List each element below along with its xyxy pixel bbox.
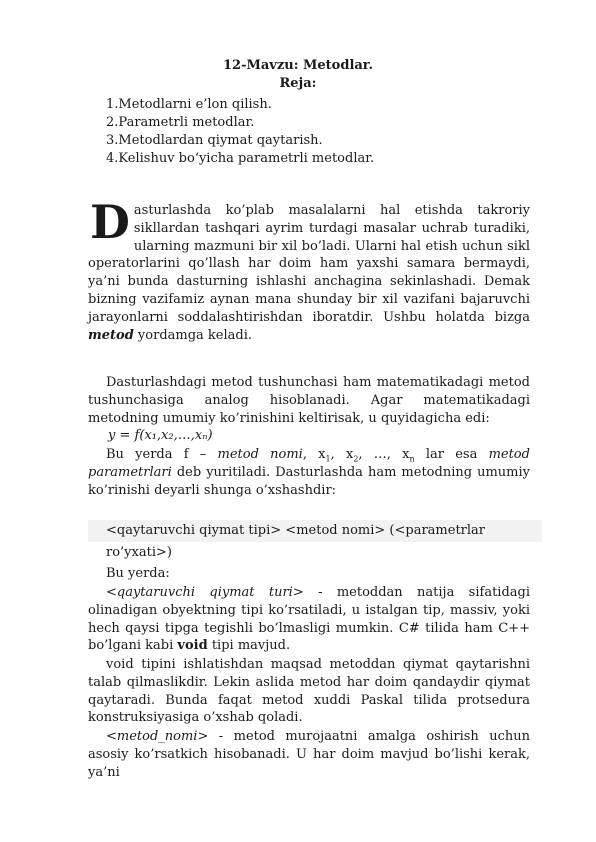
p4-italic: <qaytaruvchi qiymat turi>	[106, 585, 304, 600]
p3-sub: 2	[353, 454, 359, 464]
intro-text-b: yordamga keladi.	[133, 327, 253, 343]
p3-text: , x	[302, 447, 326, 462]
bu-yerda-label: Bu yerda:	[106, 566, 170, 581]
plan-list	[106, 96, 374, 168]
p3-text: , …, x	[358, 447, 410, 462]
p6-italic: <metod_nomi>	[106, 729, 209, 744]
math-formula: y = f(x₁,x₂,…,xₙ)	[108, 428, 213, 443]
p3-text: Bu yerda f –	[106, 447, 218, 462]
p4-text: tipi mavjud.	[207, 638, 291, 654]
drop-cap: D	[90, 195, 130, 249]
syntax-box: <qaytaruvchi qiymat tipi> <metod nomi> (<parametrlar ro’yxati>)	[88, 520, 542, 542]
p6-text: - metod murojaatni amalga oshirish uchun asosiy ko’rsatkich hisobanadi. U har doim mavjud bo’lishi kerak, ya’ni	[88, 729, 530, 780]
plan-item: 1.Metodlarni e’lon qilish.	[106, 97, 272, 112]
p4-bold: void	[177, 638, 208, 654]
plan-item: 4.Kelishuv bo‘yicha parametrli metodlar.	[106, 151, 375, 166]
page-title: 12-Mavzu: Metodlar.	[223, 58, 373, 73]
p3-text: lar esa	[414, 447, 489, 462]
plan-item: 2.Parametrli metodlar.	[106, 115, 255, 130]
p3-sub: 1	[325, 454, 331, 464]
p3-sub: n	[409, 454, 415, 464]
p4-text: - metoddan natija sifatidagi olinadigan obyektning tipi ko’rsatiladi, u istalgan tip, massiv, yoki hech qaysi tipga tegishli bo’lmasligi mumkin. C# tilida ham C++ bo’lgani kabi	[88, 585, 531, 654]
intro-emphasis: metod	[88, 327, 134, 343]
paragraph-2: Dasturlashdagi metod tushunchasi ham matematikadagi metod tushunchasiga analog hisoblanadi. Agar matematikadagi metodning umumiy ko’rinishini keltirisak, u quyidagicha edi:	[88, 375, 530, 426]
plan-item: 3.Metodlardan qiymat qaytarish.	[106, 133, 323, 148]
plan-heading: Reja:	[279, 76, 317, 91]
p3-italic: metod parametrlari	[88, 447, 530, 480]
p3-text: , x	[330, 447, 354, 462]
paragraph-3	[88, 446, 530, 499]
paragraph-4	[88, 584, 530, 655]
p3-italic: metod nomi	[217, 447, 303, 462]
intro-paragraph	[88, 195, 530, 344]
p3-text: deb yuritiladi. Dasturlashda ham metodning umumiy ko’rinishi deyarli shunga o’xshashdir:	[88, 464, 530, 498]
paragraph-6	[88, 728, 530, 781]
intro-text-a: asturlashda ko’plab masalalarni hal etishda takroriy sikllardan tashqari ayrim turdagi masalar uchrab turadiki, ularning mazmuni bir xil bo’ladi. Ularni hal etish uchun sikl operatorlarini qo’llash har doim ham yaxshi samara bermaydi, ya’ni bunda dasturning ishlashi anchagina sekinlashadi. Demak bizning vazifamiz aynan mana shunday bir xil vazifani bajaruvchi jarayonlarni soddalashtirishdan iboratdir. Ushbu holatda bizga	[88, 203, 530, 325]
paragraph-5: void tipini ishlatishdan maqsad metoddan qiymat qaytarishni talab qilmaslikdir. Lekin aslida metod har doim qandaydir qiymat qaytaradi. Bunda faqat metod xuddi Paskal tilida protsedura konstruksiyasiga o’xshab qoladi.	[88, 657, 530, 726]
